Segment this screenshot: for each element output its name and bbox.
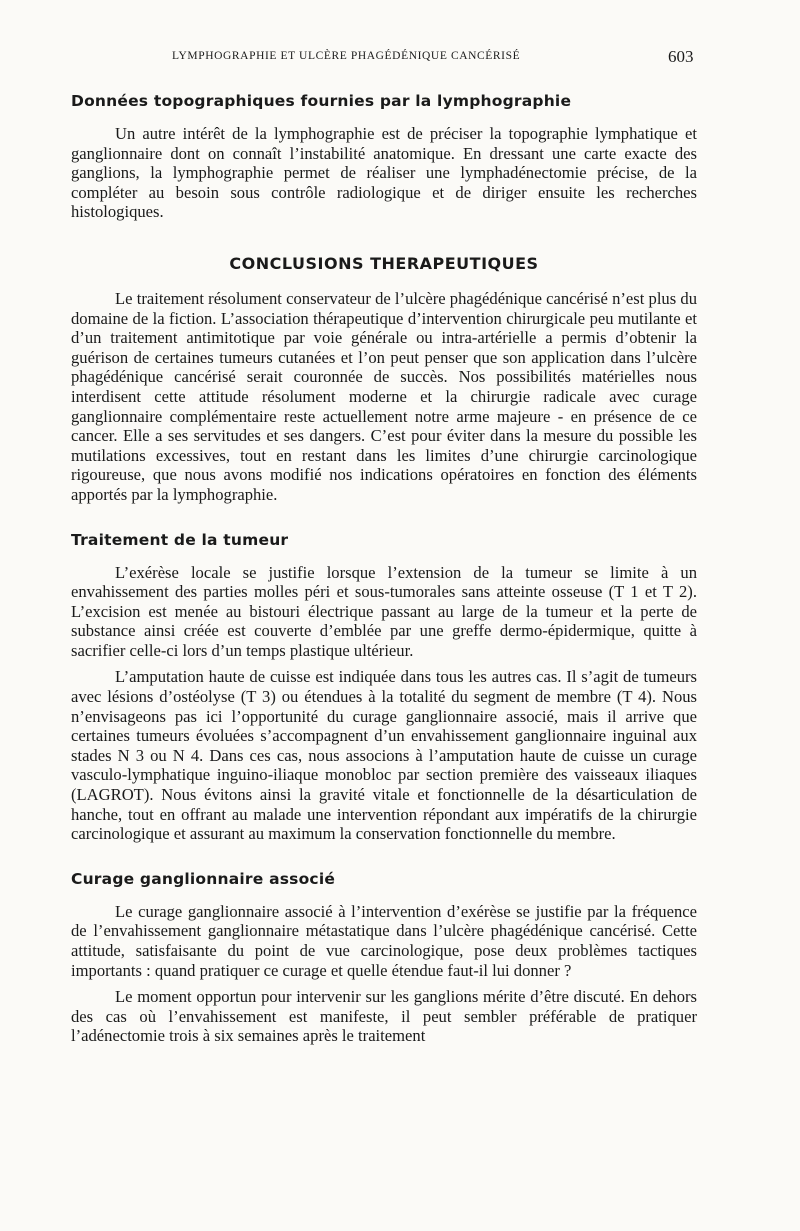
section-heading-topographie: Données topographiques fournies par la lymphographie bbox=[71, 92, 572, 110]
section-heading-traitement-tumeur: Traitement de la tumeur bbox=[71, 530, 289, 549]
paragraph-conclusions-1: Le traitement résolument conservateur de l’ulcère phagédénique cancérisé n’est plus du domaine de la fiction. L’association thérapeutique d’intervention chirurgicale peu mutilante et d’un traitement antimitotique par voie générale ou intra-artérielle a permis d’obtenir la guérison de certaines tumeurs cutanées et l’on peut penser que son application dans l’ulcère phagédénique cancérisé serait couronnée de succès. Nos possibilités matérielles nous interdisent cette attitude résolument moderne et la chirurgie radicale avec curage ganglionnaire complémentaire reste actuellement notre arme majeure - en présence de ce cancer. Elle a ses servitudes et ses dangers. C’est pour éviter dans la mesure du possible les mutilations excessives, tout en restant dans les limites d’une chirurgie carcinologique rigoureuse, que nous avons modifié nos indications opératoires en fonction des éléments apportés par la lymphographie. bbox=[71, 288, 697, 504]
paragraph-topographie-1: Un autre intérêt de la lymphographie est de préciser la topographie lymphatique et ganglionnaire dont on connaît l’instabilité anatomique. En dressant une carte exacte des ganglions, la lymphographie permet de réaliser une lymphadénectomie précise, de la compléter au besoin sous contrôle radiologique et de diriger ensuite les recherches histologiques. bbox=[71, 124, 697, 222]
running-head: LYMPHOGRAPHIE ET ULCÈRE PHAGÉDÉNIQUE CANCÉRISÉ bbox=[172, 50, 521, 62]
paragraph-curage-2: Le moment opportun pour intervenir sur les ganglions mérite d’être discuté. En dehors des cas où l’envahissement est manifeste, il peut sembler préférable de pratiquer l’adénectomie trois à six semaines après le traitement bbox=[71, 987, 697, 1046]
section-heading-curage: Curage ganglionnaire associé bbox=[71, 869, 336, 888]
section-heading-conclusions: CONCLUSIONS THERAPEUTIQUES bbox=[229, 253, 539, 273]
paragraph-curage-1: Le curage ganglionnaire associé à l’intervention d’exérèse se justifie par la fréquence de l’envahissement ganglionnaire métastatique dans l’ulcère phagédénique cancérisé. Cette attitude, satisfaisante du point de vue carcinologique, pose deux problèmes tactiques importants : quand pratiquer ce curage et quelle étendue faut-il lui donner ? bbox=[71, 901, 697, 980]
page-number: 603 bbox=[668, 47, 694, 66]
paragraph-tumeur-2: L’amputation haute de cuisse est indiquée dans tous les autres cas. Il s’agit de tumeurs avec lésions d’ostéolyse (T 3) ou étendues à la totalité du segment de membre (T 4). Nous n’envisageons pas ici l’opportunité du curage ganglionnaire associé, mais il arrive que certaines tumeurs évoluées s’accompagnent d’un envahissement ganglionnaire inguinal aux stades N 3 ou N 4. Dans ces cas, nous associons à l’amputation haute de cuisse un curage vasculo-lymphatique inguino-iliaque monobloc par section première des vaisseaux iliaques (LAGROT). Nous évitons ainsi la gravité vitale et fonctionnelle de la désarticulation de hanche, tout en offrant au malade une intervention répondant aux impératifs de la chirurgie carcinologique et assurant au maximum la conservation fonctionnelle du membre. bbox=[71, 667, 697, 844]
page-body bbox=[71, 92, 697, 1046]
paragraph-tumeur-1: L’exérèse locale se justifie lorsque l’extension de la tumeur se limite à un envahissement des parties molles péri et sous-tumorales sans atteinte osseuse (T 1 et T 2). L’excision est menée au bistouri électrique passant au large de la tumeur et la perte de substance ainsi créée est couverte d’emblée par une greffe dermo-épidermique, quitte à sacrifier celle-ci lors d’un temps plastique ultérieur. bbox=[71, 562, 697, 660]
